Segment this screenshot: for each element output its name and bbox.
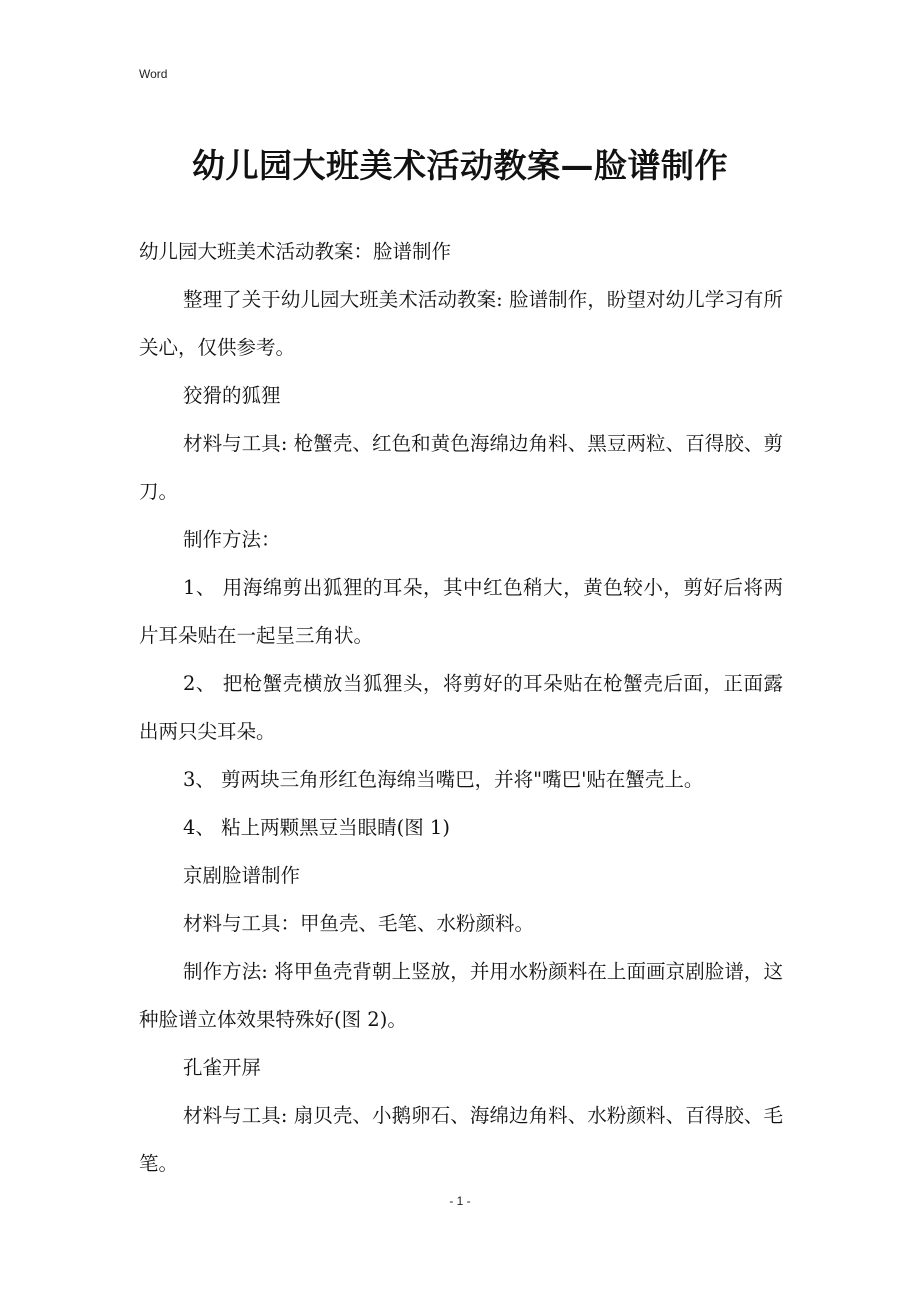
page-number: - 1 - (449, 1194, 471, 1208)
paragraph-step-4: 4、 粘上两颗黑豆当眼睛(图 1) (183, 816, 450, 839)
paragraph-method-opera: 制作方法: 将甲鱼壳背朝上竖放，并用水粉颜料在上面画京剧脸谱，这种脸谱立体效果特殊好(图 2)。 (139, 960, 783, 1031)
document-title: 幼儿园大班美术活动教案—脸谱制作 (192, 146, 728, 185)
paragraph-method-heading: 制作方法： (183, 528, 281, 551)
document-body (139, 228, 783, 1188)
paragraph-intro: 整理了关于幼儿园大班美术活动教案: 脸谱制作，盼望对幼儿学习有所关心，仅供参考。 (139, 288, 783, 359)
paragraph-step-2: 2、 把枪蟹壳横放当狐狸头，将剪好的耳朵贴在枪蟹壳后面，正面露出两只尖耳朵。 (139, 672, 783, 743)
paragraph-step-3: 3、 剪两块三角形红色海绵当嘴巴，并将"嘴巴'贴在蟹壳上。 (183, 768, 704, 791)
paragraph-heading-fox: 狡猾的狐狸 (183, 384, 281, 407)
paragraph-heading-opera: 京剧脸谱制作 (183, 864, 301, 887)
paragraph-materials-opera: 材料与工具：甲鱼壳、毛笔、水粉颜料。 (183, 912, 535, 935)
paragraph-step-1: 1、 用海绵剪出狐狸的耳朵，其中红色稍大，黄色较小，剪好后将两片耳朵贴在一起呈三角状。 (139, 576, 783, 647)
paragraph-materials-fox: 材料与工具: 枪蟹壳、红色和黄色海绵边角料、黑豆两粒、百得胶、剪刀。 (139, 432, 783, 503)
header-label: Word (139, 67, 168, 81)
paragraph-heading-peacock: 孔雀开屏 (183, 1056, 262, 1079)
paragraph-materials-peacock: 材料与工具: 扇贝壳、小鹅卵石、海绵边角料、水粉颜料、百得胶、毛笔。 (139, 1104, 783, 1175)
paragraph-subtitle: 幼儿园大班美术活动教案：脸谱制作 (139, 240, 452, 263)
